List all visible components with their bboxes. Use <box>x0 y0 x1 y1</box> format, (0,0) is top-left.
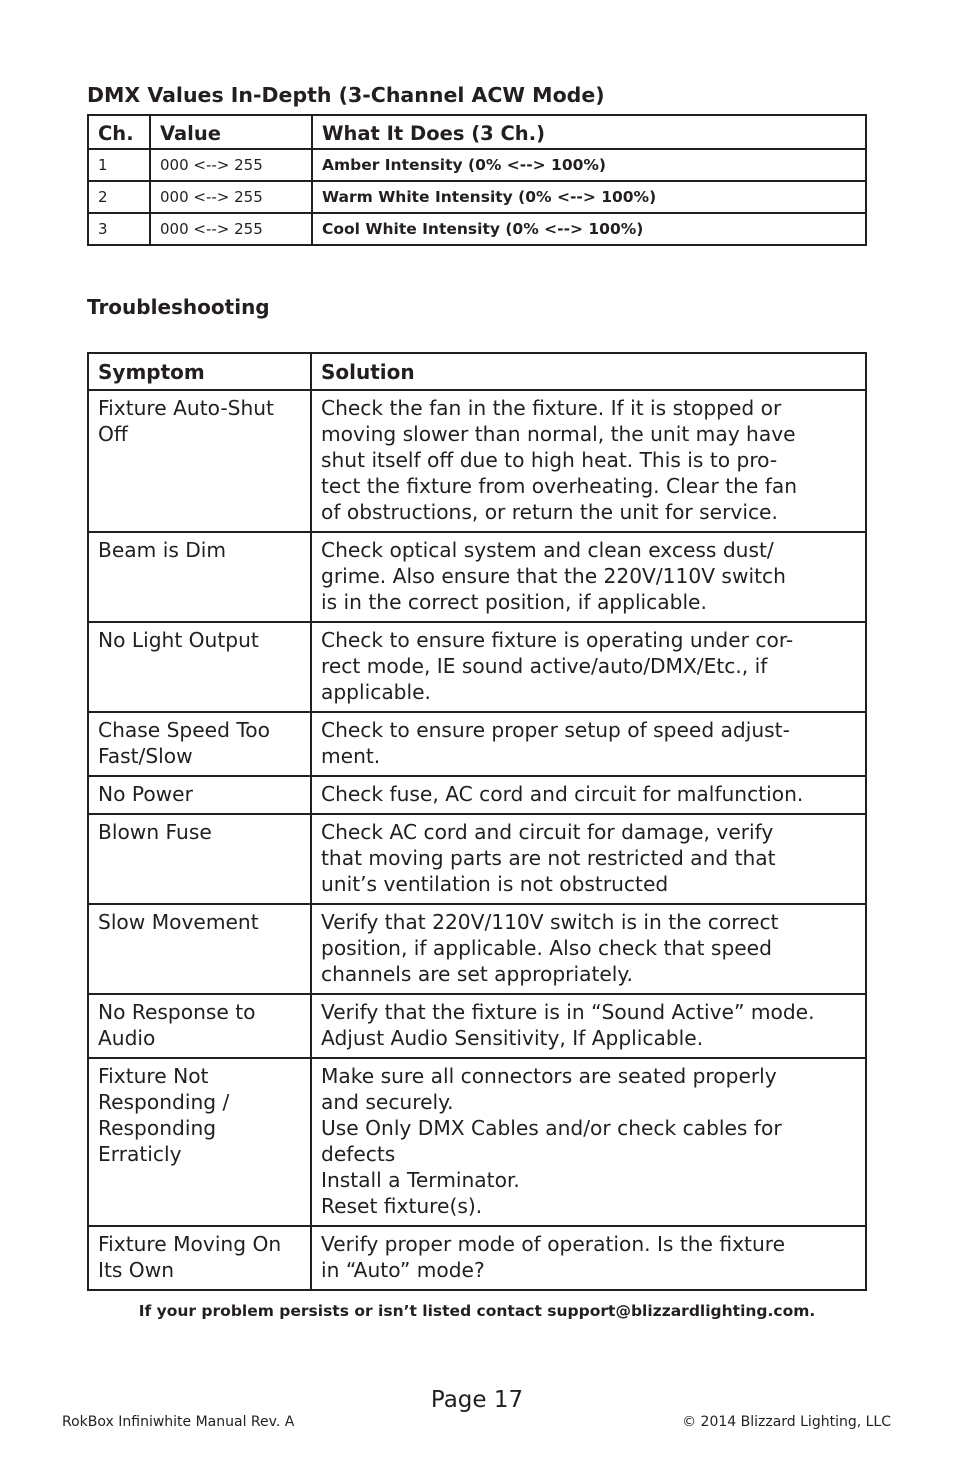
symptom-line: Responding / <box>98 1090 230 1114</box>
footer-copyright: © 2014 Blizzard Lighting, LLC <box>682 1414 891 1430</box>
table-row <box>88 622 866 712</box>
symptom-cell <box>88 904 311 994</box>
table-row <box>88 532 866 622</box>
symptom-line: Beam is Dim <box>98 538 227 562</box>
symptom-line: Blown Fuse <box>98 820 212 844</box>
symptom-cell <box>88 532 311 622</box>
page-number: Page 17 <box>430 1387 524 1413</box>
solution-line: channels are set appropriately. <box>321 962 633 986</box>
solution-cell <box>311 712 866 776</box>
table-row <box>88 814 866 904</box>
symptom-line: Responding <box>98 1116 217 1140</box>
symptom-line: Fixture Moving On <box>98 1232 282 1256</box>
solution-line: applicable. <box>321 680 431 704</box>
solution-line: Use Only DMX Cables and/or check cables for <box>321 1116 782 1140</box>
symptom-line: Fixture Auto-Shut <box>98 396 274 420</box>
solution-line: Check fuse, AC cord and circuit for malfunction. <box>321 782 804 806</box>
troubleshooting-title: Troubleshooting <box>87 295 270 319</box>
table-row <box>88 994 866 1058</box>
solution-line: Verify proper mode of operation. Is the fixture <box>321 1232 786 1256</box>
solution-line: position, if applicable. Also check that speed <box>321 936 772 960</box>
table-row <box>88 1058 866 1226</box>
channel-cell: 3 <box>88 213 150 245</box>
symptom-line: Fast/Slow <box>98 744 193 768</box>
solution-line: and securely. <box>321 1090 454 1114</box>
symptom-cell <box>88 776 311 814</box>
solution-line: shut itself off due to high heat. This is to pro- <box>321 448 778 472</box>
solution-line: of obstructions, or return the unit for service. <box>321 500 778 524</box>
table-row <box>88 1226 866 1290</box>
table-row <box>88 776 866 814</box>
table-row <box>88 213 866 245</box>
symptom-cell <box>88 814 311 904</box>
solution-line: unit’s ventilation is not obstructed <box>321 872 669 896</box>
solution-line: Make sure all connectors are seated properly <box>321 1064 777 1088</box>
troubleshooting-table <box>87 352 867 1291</box>
function-cell: Warm White Intensity (0% <--> 100%) <box>312 181 866 213</box>
symptom-line: Slow Movement <box>98 910 259 934</box>
table-row <box>88 390 866 532</box>
function-cell: Cool White Intensity (0% <--> 100%) <box>312 213 866 245</box>
solution-cell <box>311 994 866 1058</box>
symptom-line: Chase Speed Too <box>98 718 270 742</box>
symptom-line: Erraticly <box>98 1142 182 1166</box>
solution-line: Reset fixture(s). <box>321 1194 483 1218</box>
solution-line: tect the fixture from overheating. Clear the fan <box>321 474 798 498</box>
solution-line: defects <box>321 1142 396 1166</box>
dmx-section-title: DMX Values In-Depth (3-Channel ACW Mode) <box>87 83 605 107</box>
solution-line: Verify that the fixture is in “Sound Active” mode. <box>321 1000 815 1024</box>
value-cell: 000 <--> 255 <box>150 149 312 181</box>
solution-cell <box>311 814 866 904</box>
table-row <box>88 712 866 776</box>
symptom-line: No Light Output <box>98 628 259 652</box>
solution-line: grime. Also ensure that the 220V/110V switch <box>321 564 786 588</box>
solution-line: in “Auto” mode? <box>321 1258 485 1282</box>
symptom-cell <box>88 622 311 712</box>
symptom-line: Off <box>98 422 128 446</box>
value-cell: 000 <--> 255 <box>150 213 312 245</box>
function-cell: Amber Intensity (0% <--> 100%) <box>312 149 866 181</box>
dmx-values-table <box>87 114 867 246</box>
table-row <box>88 181 866 213</box>
solution-cell <box>311 904 866 994</box>
solution-line: Check the fan in the fixture. If it is stopped or <box>321 396 782 420</box>
symptom-line: Audio <box>98 1026 156 1050</box>
column-header-function: What It Does (3 Ch.) <box>312 115 866 149</box>
solution-cell <box>311 1226 866 1290</box>
solution-line: Verify that 220V/110V switch is in the correct <box>321 910 779 934</box>
channel-cell: 1 <box>88 149 150 181</box>
symptom-cell <box>88 1226 311 1290</box>
symptom-cell <box>88 994 311 1058</box>
column-header-symptom: Symptom <box>88 353 311 390</box>
table-row <box>88 149 866 181</box>
symptom-cell <box>88 390 311 532</box>
footer-manual-title: RokBox Infiniwhite Manual Rev. A <box>62 1414 295 1430</box>
symptom-cell <box>88 712 311 776</box>
table-header-row <box>88 353 866 390</box>
column-header-solution: Solution <box>311 353 866 390</box>
value-cell: 000 <--> 255 <box>150 181 312 213</box>
channel-cell: 2 <box>88 181 150 213</box>
table-header-row <box>88 115 866 149</box>
solution-line: moving slower than normal, the unit may have <box>321 422 796 446</box>
symptom-line: No Response to <box>98 1000 256 1024</box>
solution-line: ment. <box>321 744 381 768</box>
solution-cell <box>311 390 866 532</box>
solution-line: is in the correct position, if applicable. <box>321 590 707 614</box>
solution-cell <box>311 1058 866 1226</box>
column-header-value: Value <box>150 115 312 149</box>
solution-cell <box>311 622 866 712</box>
symptom-line: No Power <box>98 782 193 806</box>
table-row <box>88 904 866 994</box>
solution-line: Install a Terminator. <box>321 1168 520 1192</box>
solution-line: Check AC cord and circuit for damage, verify <box>321 820 774 844</box>
solution-cell <box>311 776 866 814</box>
symptom-line: Fixture Not <box>98 1064 209 1088</box>
solution-line: rect mode, IE sound active/auto/DMX/Etc., if <box>321 654 768 678</box>
symptom-cell <box>88 1058 311 1226</box>
solution-line: Check to ensure proper setup of speed adjust- <box>321 718 790 742</box>
column-header-channel: Ch. <box>88 115 150 149</box>
symptom-line: Its Own <box>98 1258 174 1282</box>
solution-cell <box>311 532 866 622</box>
support-note: If your problem persists or isn’t listed contact support@blizzardlighting.com. <box>138 1302 816 1320</box>
solution-line: Check to ensure fixture is operating under cor- <box>321 628 794 652</box>
solution-line: Adjust Audio Sensitivity, If Applicable. <box>321 1026 704 1050</box>
solution-line: Check optical system and clean excess dust/ <box>321 538 774 562</box>
solution-line: that moving parts are not restricted and that <box>321 846 776 870</box>
